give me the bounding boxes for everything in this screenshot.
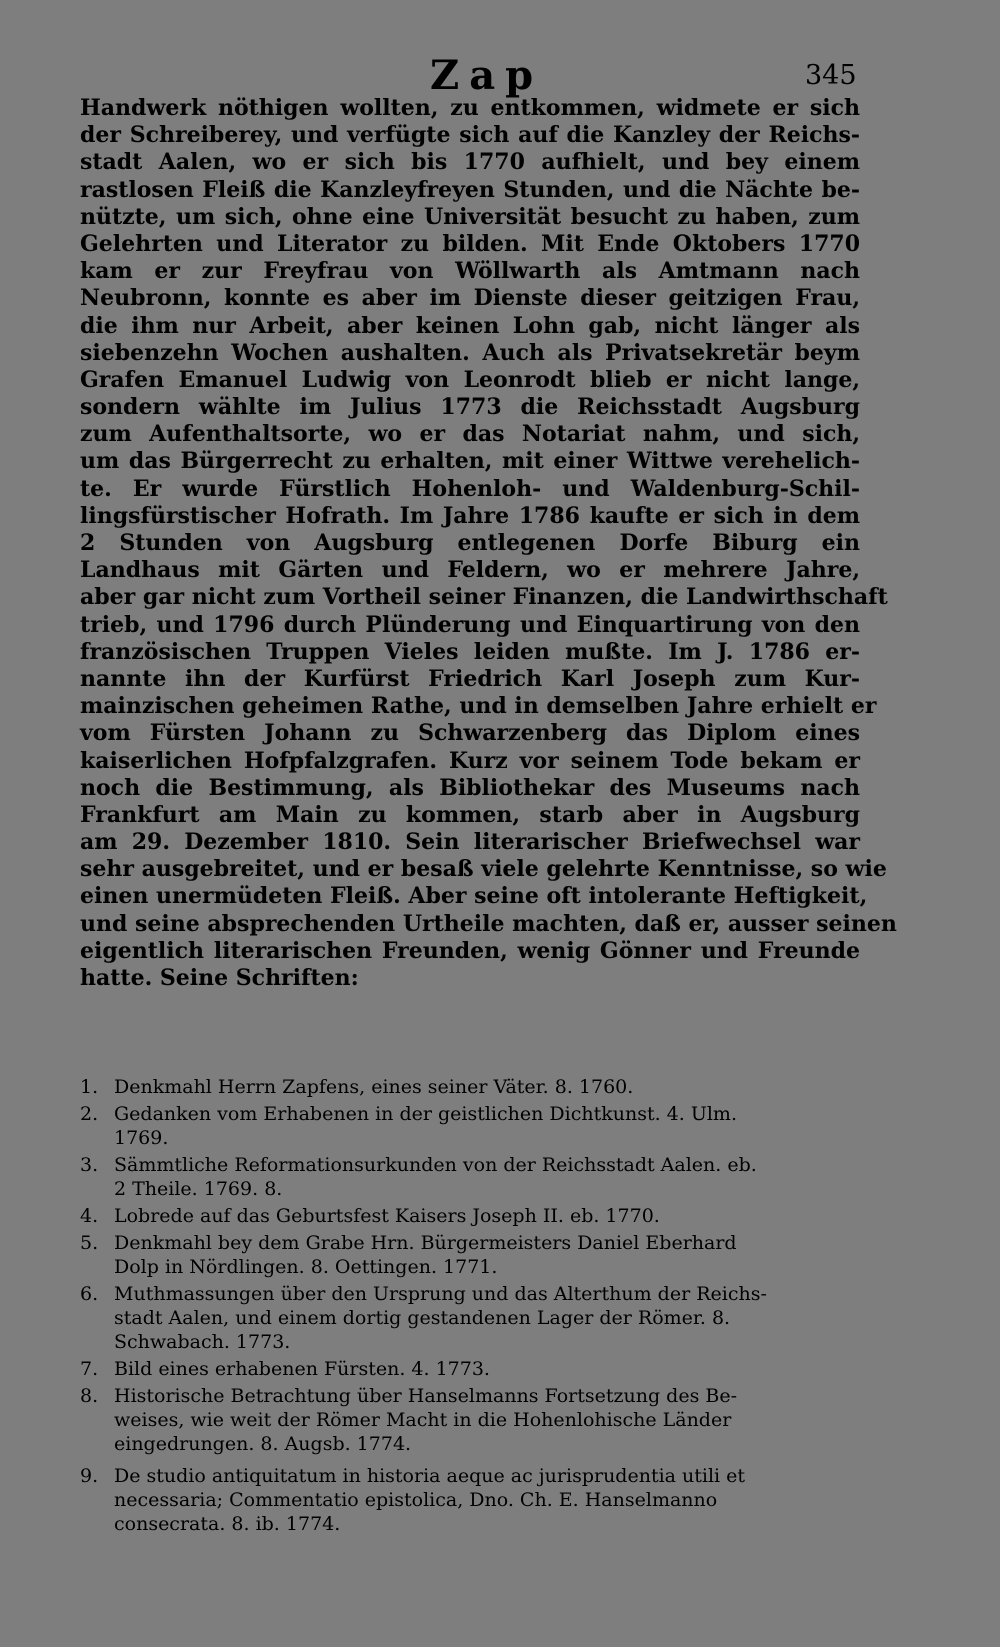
text-line: kam er zur Freyfrau von Wöllwarth als Amtmann nach: [80, 258, 860, 285]
text-line: die ihm nur Arbeit, aber keinen Lohn gab, nicht länger als: [80, 312, 860, 339]
list-item-line: consecrata. 8. ib. 1774.: [114, 1513, 341, 1535]
list-item-line: weises, wie weit der Römer Macht in die Hohenlohische Länder: [114, 1409, 732, 1431]
text-line: rastlosen Fleiß die Kanzleyfreyen Stunden, und die Nächte be-: [80, 176, 860, 203]
list-item-line: 2 Theile. 1769. 8.: [114, 1178, 283, 1200]
text-line: und seine absprechenden Urtheile machten, daß er, ausser seinen: [80, 910, 897, 937]
running-head: Zap: [430, 52, 544, 99]
list-item-text: [114, 1075, 860, 1099]
text-line: Grafen Emanuel Ludwig von Leonrodt blieb er nicht lange,: [80, 366, 860, 393]
list-item-number: 5.: [80, 1232, 99, 1254]
list-item-line: necessaria; Commentatio epistolica, Dno. Ch. E. Hanselmanno: [114, 1489, 718, 1511]
text-line: um das Bürgerrecht zu erhalten, mit einer Wittwe verehelich-: [80, 448, 860, 475]
list-item-text: [114, 1384, 860, 1456]
list-item-number: 1.: [80, 1076, 99, 1098]
list-item-line: Denkmahl bey dem Grabe Hrn. Bürgermeisters Daniel Eberhard: [114, 1232, 737, 1254]
text-line: 2 Stunden von Augsburg entlegenen Dorfe Biburg ein: [80, 530, 860, 556]
list-item-text: [114, 1204, 860, 1228]
text-line: hatte. Seine Schriften:: [80, 965, 359, 991]
text-line: kaiserlichen Hofpfalzgrafen. Kurz vor seinem Tode bekam er: [80, 747, 860, 774]
text-line: siebenzehn Wochen aushalten. Auch als Privatsekretär beym: [80, 339, 860, 366]
list-item: [80, 1384, 860, 1456]
list-item-number: 8.: [80, 1385, 99, 1407]
list-item-number: 9.: [80, 1465, 99, 1487]
list-item: [80, 1102, 860, 1150]
list-item-text: [114, 1231, 860, 1279]
list-item-line: Lobrede auf das Geburtsfest Kaisers Joseph II. eb. 1770.: [114, 1205, 660, 1227]
list-item-text: [114, 1282, 860, 1354]
text-line: aber gar nicht zum Vortheil seiner Finanzen, die Landwirthschaft: [80, 584, 888, 611]
list-item-line: Sämmtliche Reformationsurkunden von der Reichsstadt Aalen. eb.: [114, 1154, 757, 1176]
text-line: stadt Aalen, wo er sich bis 1770 aufhielt, und bey einem: [80, 149, 860, 176]
list-item-text: [114, 1357, 860, 1381]
list-item-line: Gedanken vom Erhabenen in der geistlichen Dichtkunst. 4. Ulm.: [114, 1103, 737, 1125]
list-item-text: [114, 1102, 860, 1150]
text-line: Handwerk nöthigen wollten, zu entkommen, widmete er sich: [80, 95, 860, 121]
list-item-number: 7.: [80, 1358, 99, 1380]
text-line: der Schreiberey, und verfügte sich auf die Kanzley der Reichs-: [80, 122, 860, 149]
text-line: sehr ausgebreitet, und er besaß viele gelehrte Kenntnisse, so wie: [80, 856, 887, 883]
list-item: [80, 1153, 860, 1201]
text-line: einen unermüdeten Fleiß. Aber seine oft intolerante Heftigkeit,: [80, 883, 868, 910]
list-item-number: 2.: [80, 1103, 99, 1125]
list-item-line: Historische Betrachtung über Hanselmanns Fortsetzung des Be-: [114, 1385, 738, 1407]
text-line: mainzischen geheimen Rathe, und in demselben Jahre erhielt er: [80, 693, 877, 720]
list-item-line: Muthmassungen über den Ursprung und das Alterthum der Reichs-: [114, 1283, 767, 1305]
list-item-text: [114, 1153, 860, 1201]
list-item-line: 1769.: [114, 1127, 169, 1149]
text-line: te. Er wurde Fürstlich Hohenloh- und Waldenburg-Schil-: [80, 475, 860, 502]
text-line: Landhaus mit Gärten und Feldern, wo er mehrere Jahre,: [80, 557, 860, 584]
text-line: vom Fürsten Johann zu Schwarzenberg das Diplom eines: [80, 720, 860, 747]
list-item: [80, 1075, 860, 1099]
text-line: lingsfürstischer Hofrath. Im Jahre 1786 kaufte er sich in dem: [80, 502, 860, 529]
list-item-line: De studio antiquitatum in historia aeque ac jurisprudentia utili et: [114, 1465, 746, 1487]
list-item: [80, 1204, 860, 1228]
works-list: [80, 1075, 860, 1539]
text-line: französischen Truppen Vieles leiden mußte. Im J. 1786 er-: [80, 638, 860, 665]
list-item: [80, 1357, 860, 1381]
list-item: [80, 1282, 860, 1354]
list-item-number: 4.: [80, 1205, 99, 1227]
text-line: nützte, um sich, ohne eine Universität besucht zu haben, zum: [80, 203, 860, 230]
list-item-line: Dolp in Nördlingen. 8. Oettingen. 1771.: [114, 1256, 498, 1278]
list-item-number: 6.: [80, 1283, 99, 1305]
text-line: eigentlich literarischen Freunden, wenig Gönner und Freunde: [80, 937, 860, 964]
list-item: [80, 1464, 860, 1536]
list-item-number: 3.: [80, 1154, 99, 1176]
list-item-text: [114, 1464, 860, 1536]
list-item-line: eingedrungen. 8. Augsb. 1774.: [114, 1433, 412, 1455]
text-line: sondern wählte im Julius 1773 die Reichsstadt Augsburg: [80, 394, 860, 421]
text-line: zum Aufenthaltsorte, wo er das Notariat nahm, und sich,: [80, 421, 860, 448]
list-item-line: stadt Aalen, und einem dortig gestandenen Lager der Römer. 8.: [114, 1307, 731, 1329]
text-line: Frankfurt am Main zu kommen, starb aber in Augsburg: [80, 801, 860, 828]
text-line: noch die Bestimmung, als Bibliothekar des Museums nach: [80, 774, 860, 801]
page-number: 345: [805, 60, 857, 91]
biography-text: [80, 95, 897, 992]
text-line: trieb, und 1796 durch Plünderung und Einquartirung von den: [80, 611, 860, 638]
list-item-line: Schwabach. 1773.: [114, 1331, 291, 1353]
list-item: [80, 1231, 860, 1279]
text-line: Neubronn, konnte es aber im Dienste dieser geitzigen Frau,: [80, 285, 860, 312]
text-line: am 29. Dezember 1810. Sein literarischer Briefwechsel war: [80, 829, 860, 856]
list-item-line: Denkmahl Herrn Zapfens, eines seiner Väter. 8. 1760.: [114, 1076, 634, 1098]
list-item-line: Bild eines erhabenen Fürsten. 4. 1773.: [114, 1358, 490, 1380]
text-line: nannte ihn der Kurfürst Friedrich Karl Joseph zum Kur-: [80, 665, 860, 692]
text-line: Gelehrten und Literator zu bilden. Mit Ende Oktobers 1770: [80, 230, 860, 257]
